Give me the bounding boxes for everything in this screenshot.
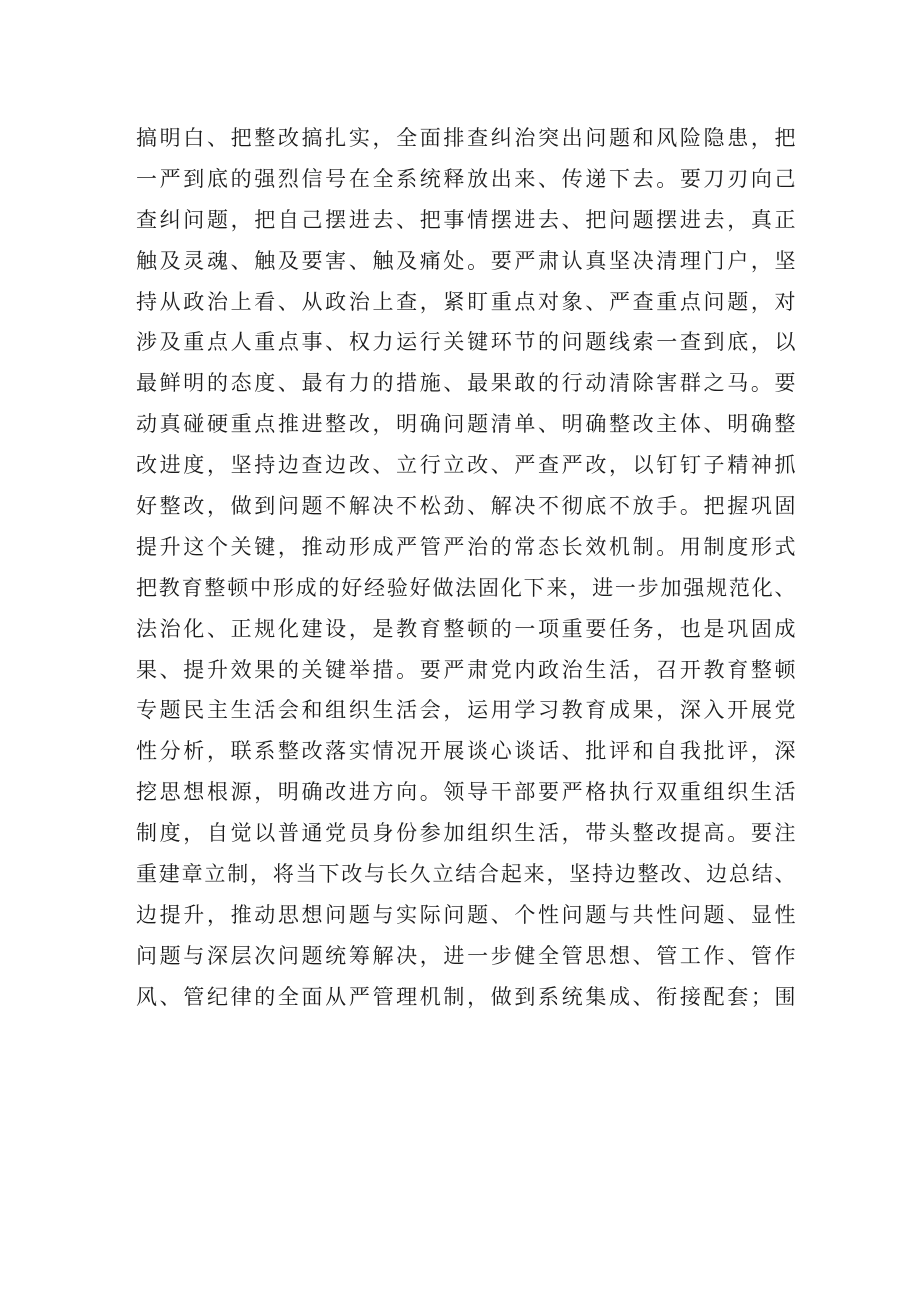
text-line: 专题民主生活会和组织生活会，运用学习教育成果，深入开展党 [136,698,796,723]
text-line: 性分析，联系整改落实情况开展谈心谈话、批评和自我批评，深 [136,739,796,764]
text-line: 果、提升效果的关键举措。要严肃党内政治生活，召开教育整顿 [136,657,796,682]
text-line: 最鲜明的态度、最有力的措施、最果敢的行动清除害群之马。要 [136,371,796,396]
text-line: 制度，自觉以普通党员身份参加组织生活，带头整改提高。要注 [136,821,796,846]
text-line: 边提升，推动思想问题与实际问题、个性问题与共性问题、显性 [136,902,796,927]
text-line: 风、管纪律的全面从严管理机制，做到系统集成、衔接配套；围 [136,984,796,1009]
text-line: 法治化、正规化建设，是教育整顿的一项重要任务，也是巩固成 [136,616,796,641]
text-line: 查纠问题，把自己摆进去、把事情摆进去、把问题摆进去，真正 [136,207,796,232]
text-line: 搞明白、把整改搞扎实，全面排查纠治突出问题和风险隐患，把 [136,126,796,150]
text-line: 改进度，坚持边查边改、立行立改、严查严改，以钉钉子精神抓 [136,453,796,478]
text-line: 一严到底的强烈信号在全系统释放出来、传递下去。要刀刃向己 [136,166,796,191]
text-line: 挖思想根源，明确改进方向。领导干部要严格执行双重组织生活 [136,780,796,805]
body-paragraph [136,118,796,1018]
text-line: 动真碰硬重点推进整改，明确问题清单、明确整改主体、明确整 [136,412,796,437]
text-line: 涉及重点人重点事、权力运行关键环节的问题线索一查到底，以 [136,330,796,355]
text-line: 触及灵魂、触及要害、触及痛处。要严肃认真坚决清理门户，坚 [136,248,796,273]
text-line: 重建章立制，将当下改与长久立结合起来，坚持边整改、边总结、 [136,862,796,887]
text-line: 好整改，做到问题不解决不松劲、解决不彻底不放手。把握巩固 [136,494,796,519]
text-line: 问题与深层次问题统筹解决，进一步健全管思想、管工作、管作 [136,943,796,968]
text-line: 提升这个关键，推动形成严管严治的常态长效机制。用制度形式 [136,534,796,559]
text-line: 持从政治上看、从政治上查，紧盯重点对象、严查重点问题，对 [136,289,796,314]
text-line: 把教育整顿中形成的好经验好做法固化下来，进一步加强规范化、 [136,575,796,600]
